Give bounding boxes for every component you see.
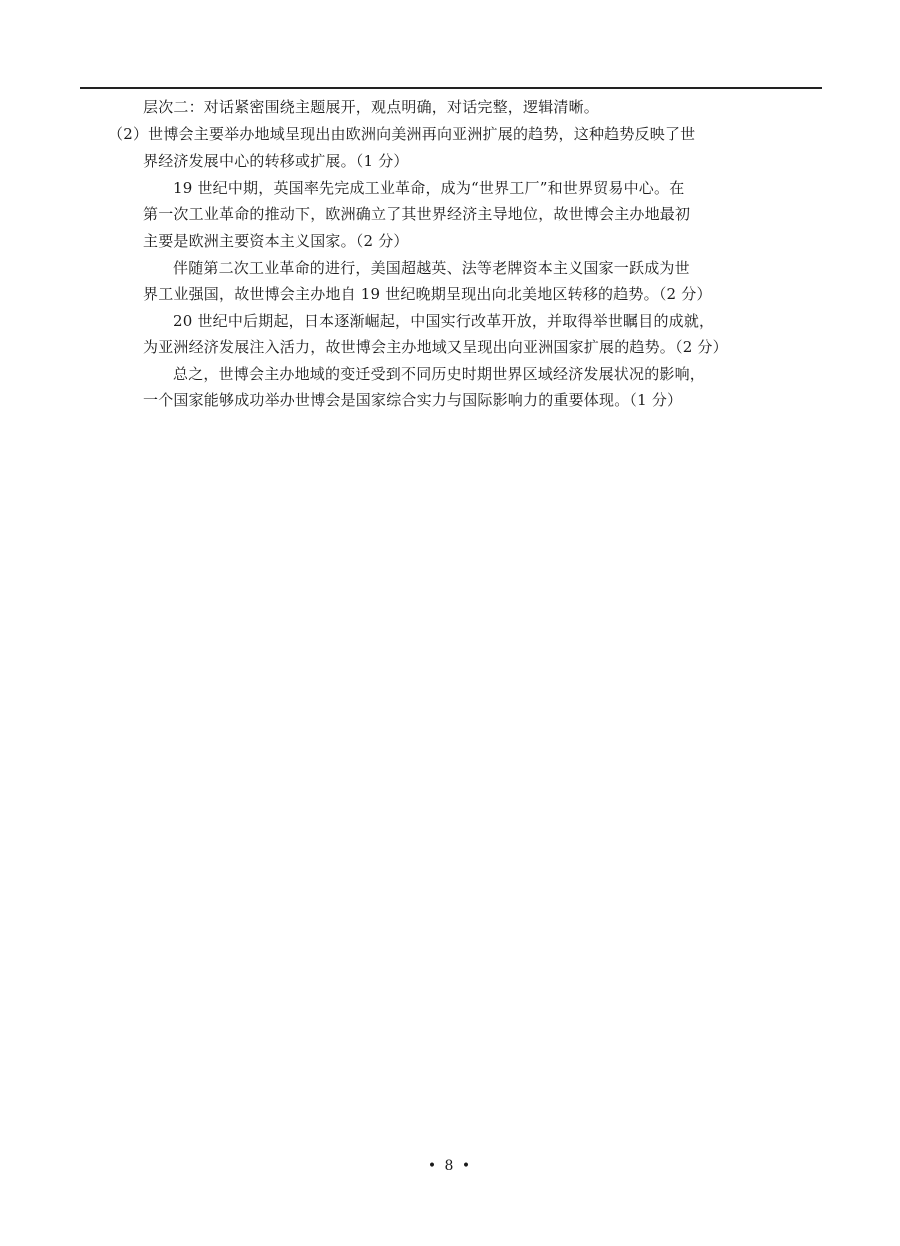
page-number: • 8 •: [427, 1158, 473, 1174]
text-line-5: 第一次工业革命的推动下，欧洲确立了其世界经济主导地位，故世博会主办地最初: [143, 205, 691, 223]
text-line-9: 20 世纪中后期起，日本逐渐崛起，中国实行改革开放，并取得举世瞩目的成就，: [173, 312, 715, 330]
text-line-4: 19 世纪中期，英国率先完成工业革命，成为“世界工厂”和世界贸易中心。在: [173, 179, 685, 197]
text-line-10: 为亚洲经济发展注入活力，故世博会主办地域又呈现出向亚洲国家扩展的趋势。（2 分）: [143, 338, 728, 356]
text-line-12: 一个国家能够成功举办世博会是国家综合实力与国际影响力的重要体现。（1 分）: [143, 391, 683, 409]
header-rule: [80, 87, 822, 89]
text-line-3: 界经济发展中心的转移或扩展。（1 分）: [143, 152, 409, 170]
text-line-8: 界工业强国，故世博会主办地自 19 世纪晚期呈现出向北美地区转移的趋势。（2 分）: [143, 285, 712, 303]
text-line-7: 伴随第二次工业革命的进行，美国超越英、法等老牌资本主义国家一跃成为世: [173, 259, 690, 277]
text-line-6: 主要是欧洲主要资本主义国家。（2 分）: [143, 232, 409, 250]
text-line-2: （2）世博会主要举办地域呈现出由欧洲向美洲再向亚洲扩展的趋势，这种趋势反映了世: [108, 125, 696, 143]
text-line-11: 总之，世博会主办地域的变迁受到不同历史时期世界区域经济发展状况的影响，: [173, 365, 706, 383]
text-line-1: 层次二：对话紧密围绕主题展开，观点明确，对话完整，逻辑清晰。: [143, 98, 600, 116]
